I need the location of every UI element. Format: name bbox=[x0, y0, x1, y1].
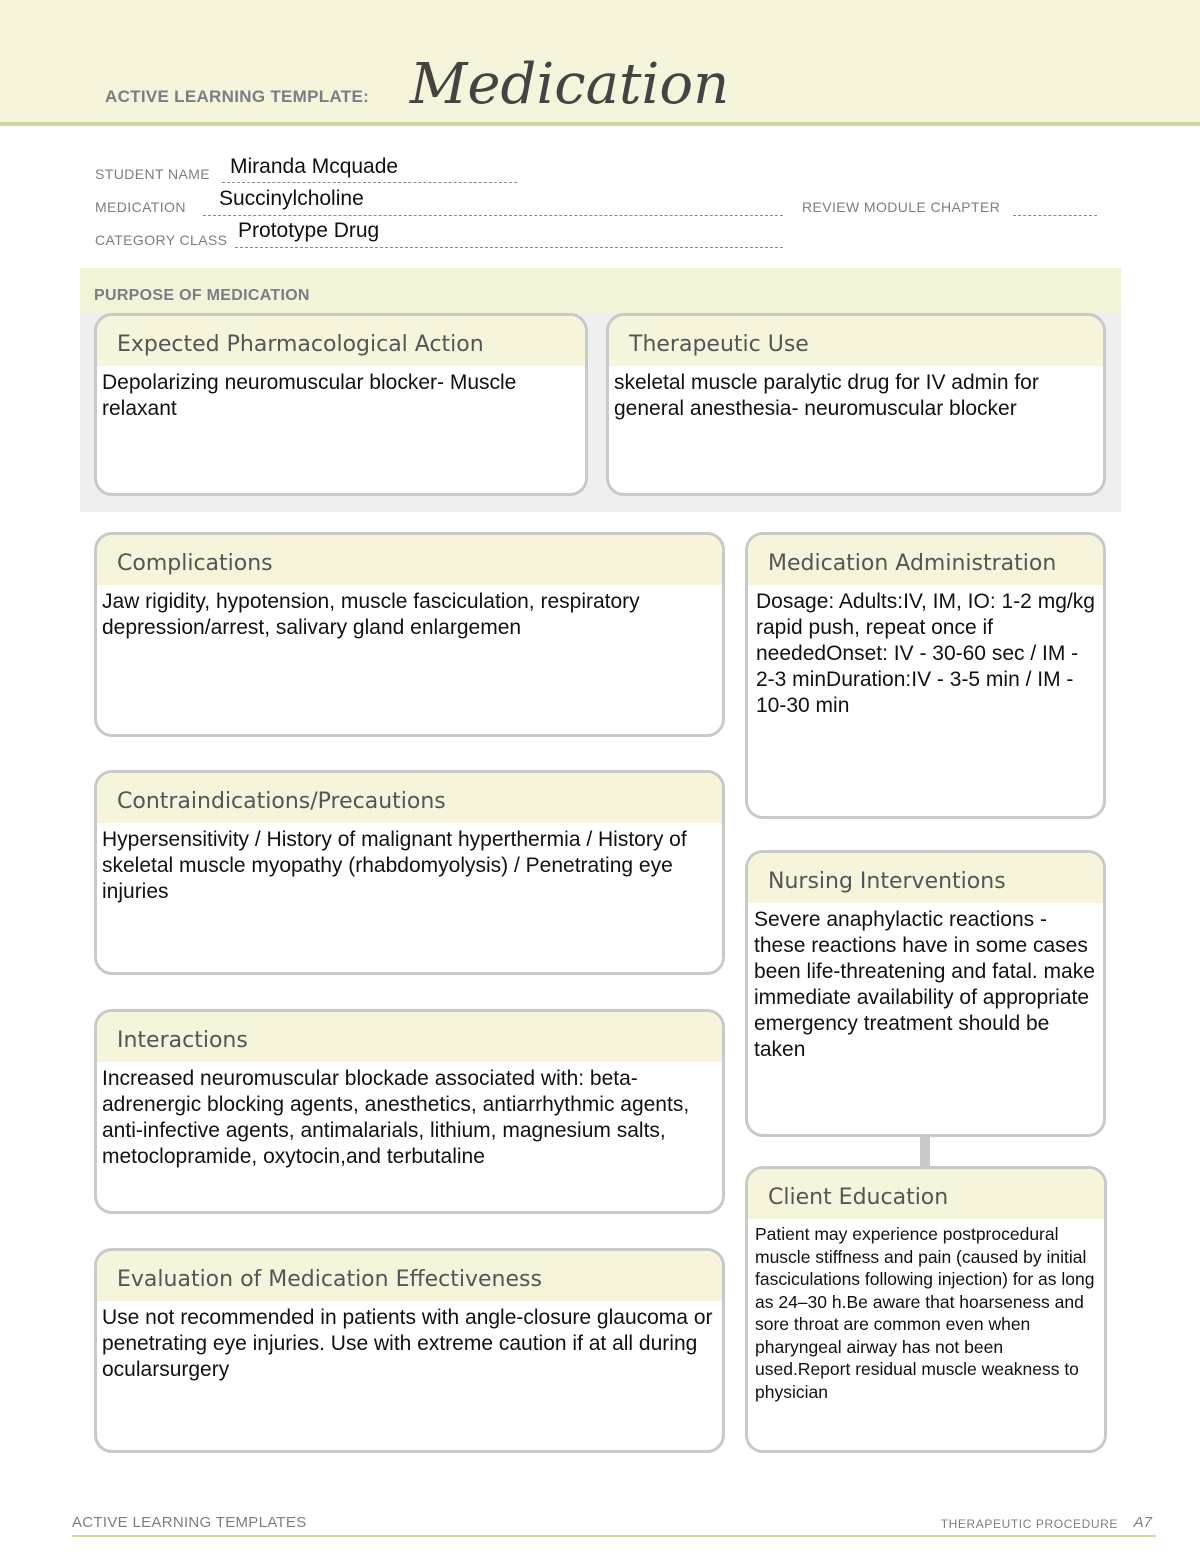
student-name-field[interactable]: Miranda Mcquade bbox=[230, 155, 399, 178]
therapeutic-use-text[interactable]: skeletal muscle paralytic drug for IV admin for general anesthesia- neuromuscular blocker bbox=[614, 371, 1039, 420]
header-rule bbox=[0, 122, 1200, 126]
client-education-box bbox=[745, 1166, 1107, 1453]
interactions-box bbox=[94, 1009, 725, 1214]
complications-text[interactable]: Jaw rigidity, hypotension, muscle fasciculation, respiratory depression/arrest, salivary gland enlargemen bbox=[102, 590, 640, 639]
expected-action-text[interactable]: Depolarizing neuromuscular blocker- Muscle relaxant bbox=[102, 371, 517, 420]
client-education-text[interactable]: Patient may experience postprocedural muscle stiffness and pain (caused by initial fasciculations following injection) for as long as 24–30 h.Be aware that hoarseness and sore throat are common even when pharyngeal airway has not been used.Report residual muscle weakness to physician bbox=[755, 1224, 1095, 1402]
medication-field[interactable]: Succinylcholine bbox=[219, 187, 364, 210]
page-number: A7 bbox=[1133, 1514, 1152, 1531]
interactions-text[interactable]: Increased neuromuscular blockade associated with: beta-adrenergic blocking agents, anesthetics, antiarrhythmic agents, anti-infective agents, antimalarials, lithium, magnesium salts, metoclopramide, oxytocin,and terbutaline bbox=[102, 1067, 690, 1168]
evaluation-text[interactable]: Use not recommended in patients with angle-closure glaucoma or penetrating eye injuries. Use with extreme caution if at all during ocularsurgery bbox=[102, 1306, 713, 1381]
page-title: Medication bbox=[410, 52, 730, 117]
expected-action-title: Expected Pharmacological Action bbox=[97, 316, 585, 366]
review-module-field[interactable] bbox=[1013, 215, 1097, 216]
interactions-title: Interactions bbox=[97, 1012, 722, 1062]
medication-administration-text[interactable]: Dosage: Adults:IV, IM, IO: 1-2 mg/kg rapid push, repeat once if neededOnset: IV - 30-60 sec / IM - 2-3 minDuration:IV - 3-5 min / IM - 10-30 min bbox=[756, 590, 1095, 717]
complications-title: Complications bbox=[97, 535, 722, 585]
template-label: ACTIVE LEARNING TEMPLATE: bbox=[105, 87, 370, 106]
nursing-interventions-box bbox=[745, 850, 1106, 1137]
medication-line bbox=[203, 215, 783, 216]
therapeutic-use-title: Therapeutic Use bbox=[609, 316, 1103, 366]
contraindications-text[interactable]: Hypersensitivity / History of malignant hyperthermia / History of skeletal muscle myopathy (rhabdomyolysis) / Penetrating eye injuries bbox=[102, 828, 687, 903]
category-class-field[interactable]: Prototype Drug bbox=[238, 219, 380, 242]
medication-administration-title: Medication Administration bbox=[748, 535, 1103, 585]
nursing-interventions-text[interactable]: Severe anaphylactic reactions - these reactions have in some cases been life-threatening and fatal. make immediate availability of appropriate emergency treatment should be taken bbox=[754, 908, 1095, 1061]
medication-administration-box bbox=[745, 532, 1106, 819]
review-module-label: REVIEW MODULE CHAPTER bbox=[802, 199, 1001, 215]
student-name-label: STUDENT NAME bbox=[95, 166, 210, 182]
complications-box bbox=[94, 532, 725, 737]
client-education-title: Client Education bbox=[748, 1169, 1104, 1219]
nursing-interventions-title: Nursing Interventions bbox=[748, 853, 1103, 903]
contraindications-box bbox=[94, 770, 725, 975]
footer-rule bbox=[72, 1535, 1156, 1537]
category-class-label: CATEGORY CLASS bbox=[95, 232, 228, 248]
evaluation-box bbox=[94, 1248, 725, 1453]
purpose-label: PURPOSE OF MEDICATION bbox=[94, 287, 310, 304]
therapeutic-use-box bbox=[606, 313, 1106, 496]
contraindications-title: Contraindications/Precautions bbox=[97, 773, 722, 823]
student-name-line bbox=[222, 182, 517, 183]
footer-left: ACTIVE LEARNING TEMPLATES bbox=[72, 1514, 307, 1531]
evaluation-title: Evaluation of Medication Effectiveness bbox=[97, 1251, 722, 1301]
expected-action-box bbox=[94, 313, 588, 496]
box-connector bbox=[920, 1134, 930, 1166]
footer-right: THERAPEUTIC PROCEDURE bbox=[940, 1517, 1118, 1531]
medication-label: MEDICATION bbox=[95, 199, 186, 215]
category-class-line bbox=[235, 247, 783, 248]
